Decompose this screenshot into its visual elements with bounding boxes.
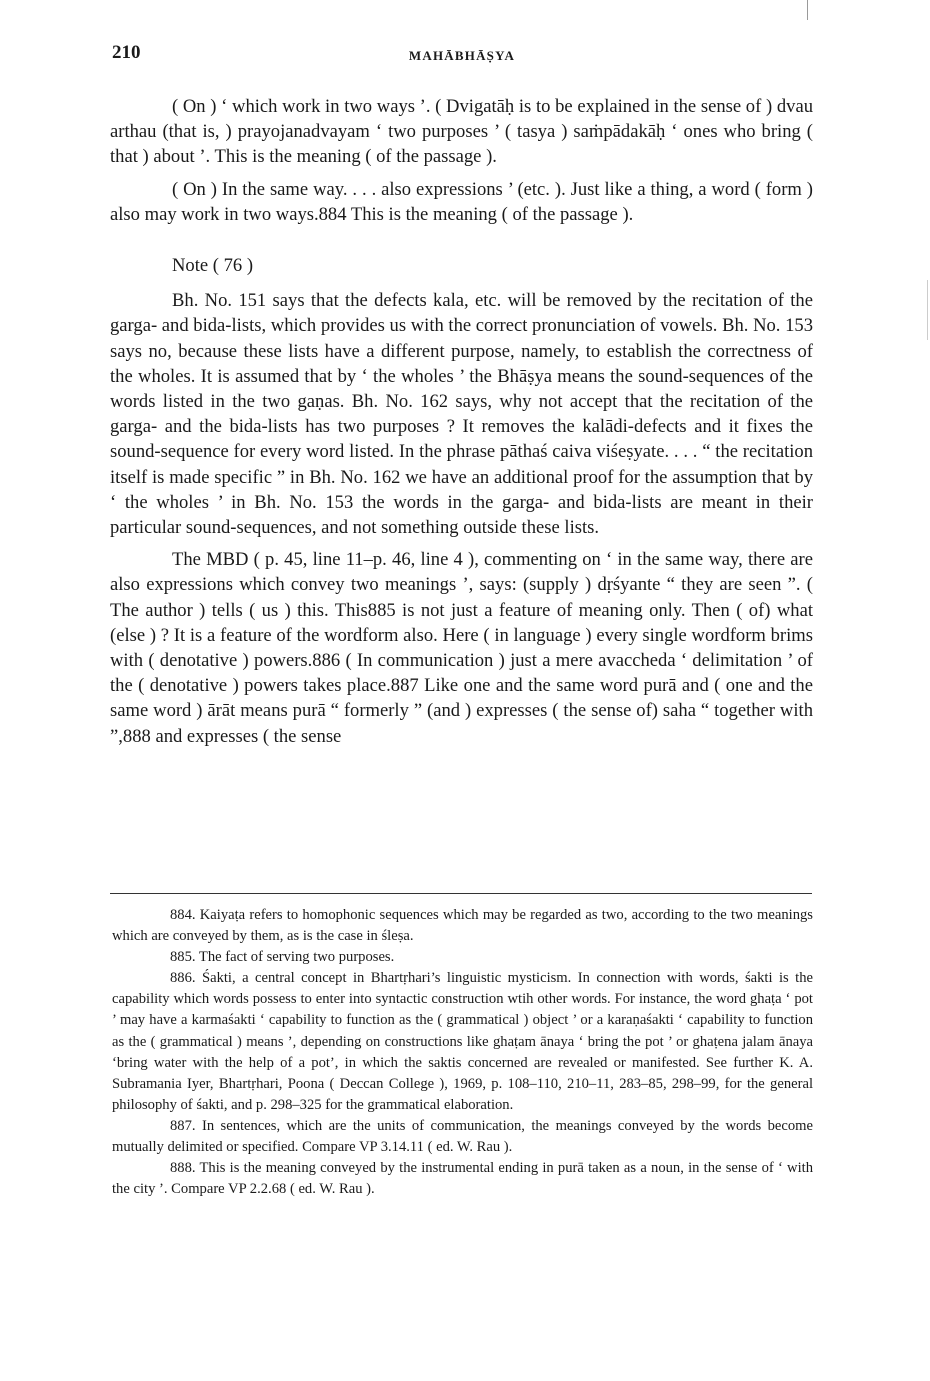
note-heading: Note ( 76 ) [172, 255, 254, 277]
footnote-887: 887. In sentences, which are the units of communication, the meanings conveyed by the words become mutually delimited or specified. Compare VP 3.14.11 ( ed. W. Rau ). [112, 1117, 813, 1156]
page-header [112, 42, 812, 72]
main-text [110, 94, 813, 749]
footnote-rule [110, 893, 812, 894]
scan-artifact-edge [927, 280, 928, 340]
footnotes [112, 905, 813, 1200]
footnote-884: 884. Kaiyaṭa refers to homophonic sequences which may be regarded as two, according to the two meanings which are conveyed by them, as is the case in śleṣa. [112, 907, 813, 945]
footnote-885: 885. The fact of serving two purposes. [170, 949, 395, 966]
paragraph-1: ( On ) ‘ which work in two ways ’. ( Dvigatāḥ is to be explained in the sense of ) dvau arthau (that is, ) prayojanadvayam ‘ two purposes ’ ( tasya ) saṁpādakāḥ ‘ ones who bring ( that ) about ’. This is the meaning ( of the passage ). [110, 96, 813, 168]
page-number: 210 [112, 42, 141, 63]
paragraph-2: ( On ) In the same way. . . . also expressions ’ (etc. ). Just like a thing, a word ( form ) also may work in two ways.884 This is the meaning ( of the passage ). [110, 178, 813, 225]
footnote-888: 888. This is the meaning conveyed by the instrumental ending in purā taken as a noun, in the sense of ‘ with the city ’. Compare VP 2.2.68 ( ed. W. Rau ). [112, 1160, 813, 1198]
paragraph-3: Bh. No. 151 says that the defects kala, etc. will be removed by the recitation of the garga- and bida-lists, which provides us with the correct pronunciation of vowels. Bh. No. 153 says no, because these lists have a different purpose, namely, to establish the correctness of the wholes. It is assumed that by ‘ the wholes ’ the Bhāṣya means the sound-sequences of the words listed in the two gaṇas. Bh. No. 162 says, why not accept that the recitation of the garga- and the bida-lists has two purposes ? It removes the kalādi-defects and it fixes the sound-sequence for every word listed. In the phrase pāthaś caiva viśeṣyate. . . . “ the recitation itself is made specific ” in Bh. No. 162 we have an additional proof for the assumption that by ‘ the wholes ’ in Bh. No. 153 the words in the garga- and bida-lists are meant in their particular sound-sequences, and not something outside these lists. [110, 290, 813, 539]
footnote-886: 886. Śakti, a central concept in Bhartṛhari’s linguistic mysticism. In connection with words, śakti is the capability which words possess to enter into syntactic construction wtih other words. For instance, the word ghaṭa ‘ pot ’ may have a karmaśakti ‘ capability to function as the ( grammatical ) object ’ or a karaṇaśakti ‘ capability to function as the ( grammatical ) means ’, depending on constructions like ghaṭam ānaya ‘ bring the pot ’ or ghaṭena jalam ānaya ‘bring water with the help of a pot’, in which the saktis concerned are revealed or manifested. See further K. A. Subramania Iyer, Bhartṛhari, Poona ( Deccan College ), 1969, p. 108–110, 210–11, 283–85, 298–99, for the general philosophy of śakti, and p. 298–325 for the grammatical elaboration. [112, 970, 813, 1113]
paragraph-4: The MBD ( p. 45, line 11–p. 46, line 4 ), commenting on ‘ in the same way, there are also expressions which convey two meanings ’, says: (supply ) dṛśyante “ they are seen ”. ( The author ) tells ( us ) this. This885 is not just a feature of meaning only. Then ( of) what (else ) ? It is a feature of the wordform also. Here ( in language ) every single wordform brims with ( denotative ) powers.886 ( In communication ) just a mere avaccheda ‘ delimitation ’ of the ( denotative ) powers takes place.887 Like one and the same word purā and ( one and the same word ) ārāt means purā “ formerly ” (and ) expresses ( the sense of) saha “ together with ”,888 and expresses ( the sense [110, 549, 813, 747]
scan-artifact-top [807, 0, 808, 20]
running-head: MAHĀBHĀṢYA [408, 48, 516, 63]
